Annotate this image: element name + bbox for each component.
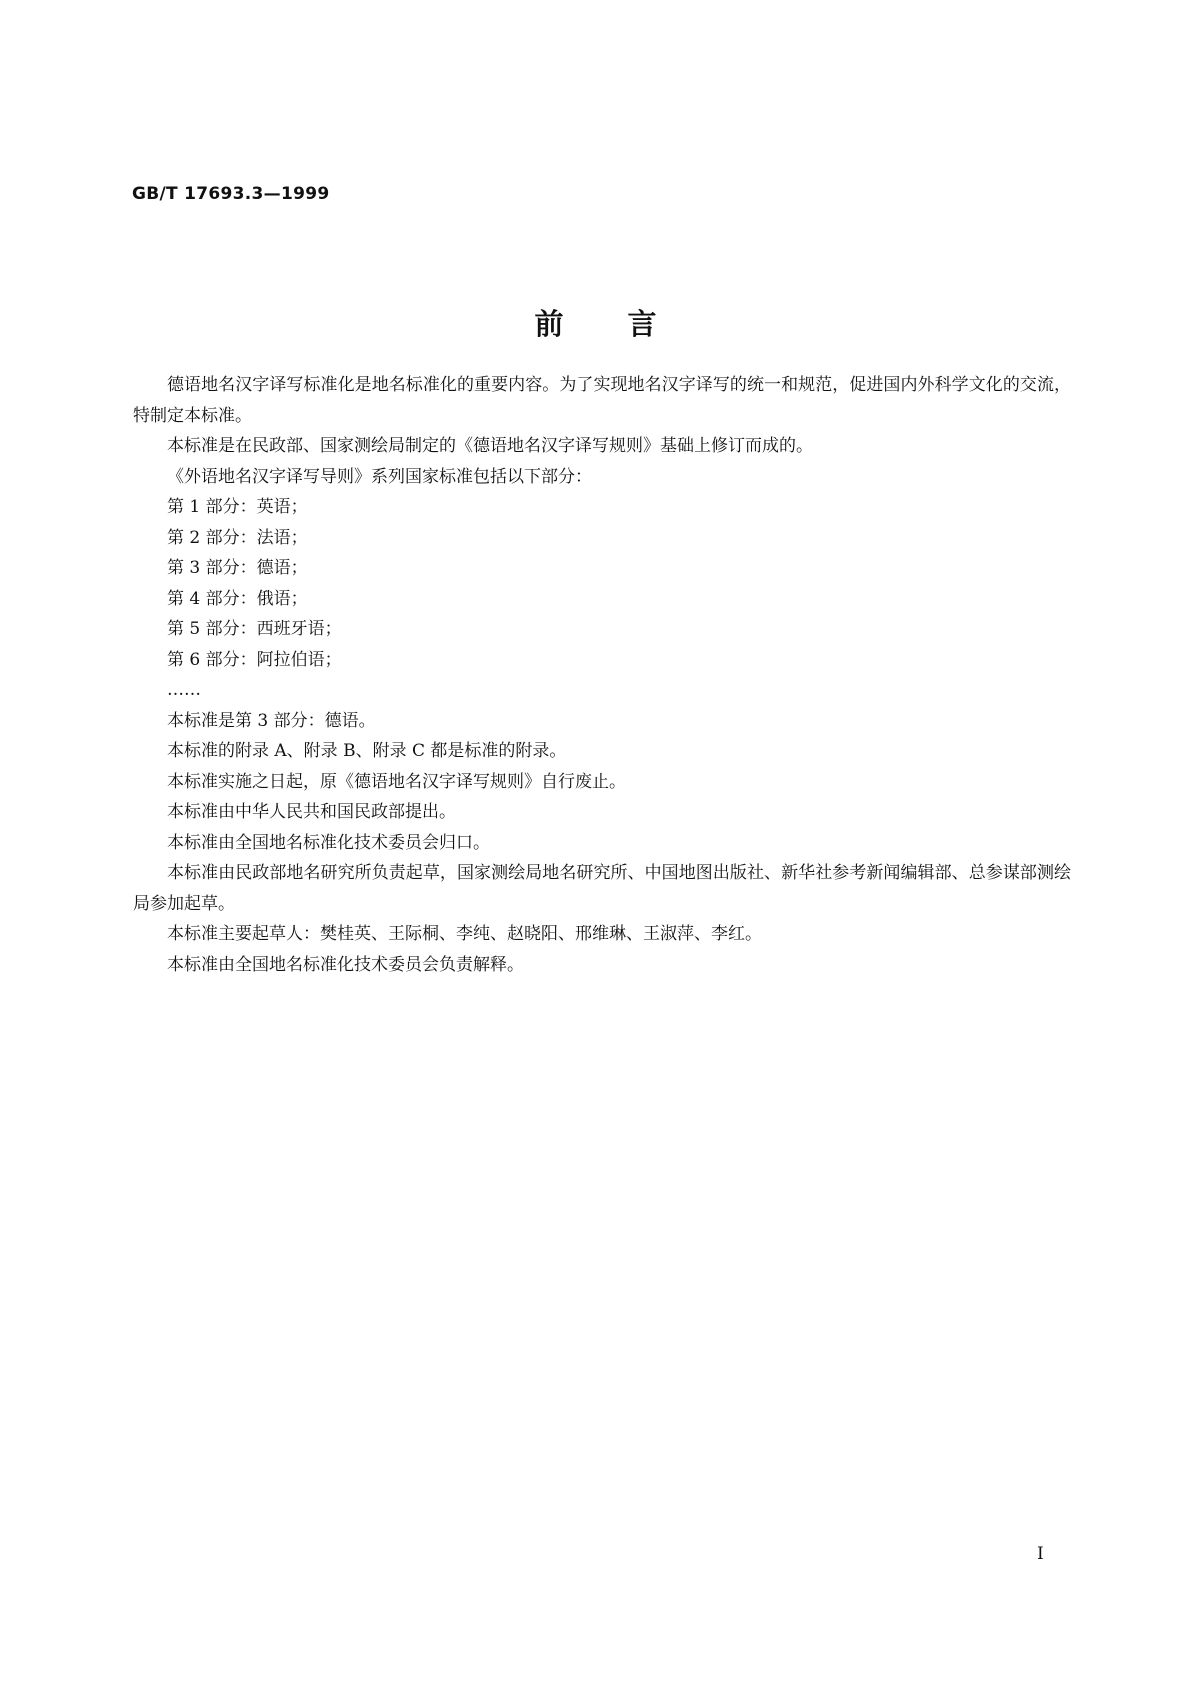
paragraph-interpretation: 本标准由全国地名标准化技术委员会负责解释。 [167, 954, 524, 975]
list-ellipsis: …… [167, 680, 201, 700]
paragraph-this-part: 本标准是第 3 部分：德语。 [167, 710, 376, 731]
list-item-part-4: 第 4 部分：俄语； [167, 588, 308, 609]
paragraph-intro: 德语地名汉字译写标准化是地名标准化的重要内容。为了实现地名汉字译写的统一和规范，促进国内外科学文化的交流，特制定本标准。 [133, 375, 1071, 426]
list-item-part-3: 第 3 部分：德语； [167, 558, 308, 578]
paragraph-proposer: 本标准由中华人民共和国民政部提出。 [167, 802, 456, 822]
page-number: I [1037, 1544, 1044, 1564]
list-item-part-1: 第 1 部分：英语； [167, 497, 308, 517]
page-title: 前言 [534, 307, 721, 341]
list-item-part-6: 第 6 部分：阿拉伯语； [167, 649, 342, 670]
paragraph-drafters-org: 本标准由民政部地名研究所负责起草，国家测绘局地名研究所、中国地图出版社、新华社参考新闻编辑部、总参谋部测绘局参加起草。 [133, 863, 1071, 914]
foreword-body [133, 370, 1071, 980]
standard-number: GB/T 17693.3—1999 [132, 184, 330, 204]
paragraph-abolition: 本标准实施之日起，原《德语地名汉字译写规则》自行废止。 [167, 771, 626, 792]
paragraph-annexes: 本标准的附录 A、附录 B、附录 C 都是标准的附录。 [167, 741, 567, 761]
list-item-part-5: 第 5 部分：西班牙语； [167, 619, 342, 639]
paragraph-administrator: 本标准由全国地名标准化技术委员会归口。 [167, 832, 490, 853]
paragraph-series: 《外语地名汉字译写导则》系列国家标准包括以下部分： [167, 466, 592, 487]
paragraph-basis: 本标准是在民政部、国家测绘局制定的《德语地名汉字译写规则》基础上修订而成的。 [167, 436, 813, 456]
list-item-part-2: 第 2 部分：法语； [167, 527, 308, 548]
paragraph-drafters-people: 本标准主要起草人：樊桂英、王际桐、李纯、赵晓阳、邢维琳、王淑萍、李红。 [167, 924, 762, 944]
